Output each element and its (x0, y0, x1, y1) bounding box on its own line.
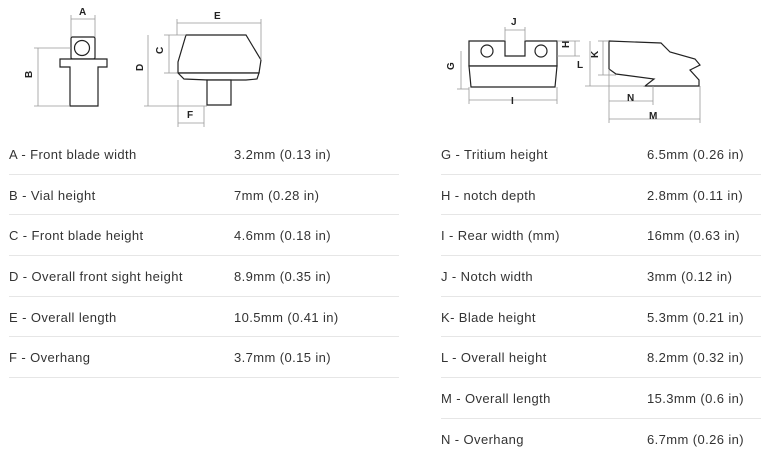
spec-value: 6.7mm (0.26 in) (647, 431, 745, 447)
spec-value: 8.2mm (0.32 in) (647, 350, 745, 366)
spec-label: C - Front blade height (9, 228, 144, 244)
spec-row (9, 215, 399, 256)
rear-sight-side-view (609, 41, 700, 86)
spec-row (9, 256, 399, 297)
spec-label: J - Notch width (441, 269, 533, 285)
spec-value: 10.5mm (0.41 in) (234, 309, 339, 325)
front-sight-side-view (178, 35, 261, 105)
spec-row (9, 175, 399, 216)
spec-row (441, 215, 761, 256)
spec-value: 8.9mm (0.35 in) (234, 269, 332, 285)
spec-row (441, 134, 761, 175)
spec-label: L - Overall height (441, 350, 547, 366)
dim-letter-j: J (511, 17, 517, 28)
dim-letter-h: H (561, 40, 572, 48)
spec-label: I - Rear width (mm) (441, 228, 560, 244)
spec-label: A - Front blade width (9, 147, 137, 162)
sight-dimension-diagrams (0, 0, 768, 130)
spec-label: G - Tritium height (441, 147, 548, 162)
spec-value: 3.2mm (0.13 in) (234, 147, 332, 162)
spec-label: K- Blade height (441, 309, 536, 325)
spec-row (441, 256, 761, 297)
spec-row (441, 337, 761, 378)
spec-value: 3.7mm (0.15 in) (234, 350, 332, 366)
spec-value: 6.5mm (0.26 in) (647, 147, 745, 162)
spec-label: F - Overhang (9, 350, 91, 366)
spec-value: 3mm (0.12 in) (647, 269, 733, 285)
dim-letter-l: L (577, 60, 584, 71)
spec-row (441, 419, 761, 459)
dim-letter-f: F (187, 110, 194, 121)
spec-label: B - Vial height (9, 187, 96, 203)
spec-label: E - Overall length (9, 309, 117, 325)
dim-letter-b: B (24, 70, 35, 78)
rear-sight-spec-table (441, 134, 761, 459)
dim-letter-c: C (155, 46, 166, 54)
spec-value: 7mm (0.28 in) (234, 187, 320, 203)
dim-letter-d: D (135, 63, 146, 71)
rear-sight-rear-view (469, 41, 557, 87)
spec-value: 5.3mm (0.21 in) (647, 309, 745, 325)
dim-letter-e: E (214, 11, 221, 22)
spec-value: 2.8mm (0.11 in) (647, 187, 744, 203)
spec-label: M - Overall length (441, 391, 551, 407)
spec-label: N - Overhang (441, 431, 524, 447)
spec-value: 16mm (0.63 in) (647, 228, 741, 244)
dim-letter-m: M (649, 111, 658, 122)
dim-letter-i: I (511, 96, 514, 107)
spec-label: D - Overall front sight height (9, 269, 183, 285)
spec-row (9, 134, 399, 175)
spec-value: 15.3mm (0.6 in) (647, 391, 745, 407)
spec-row (9, 297, 399, 338)
spec-label: H - notch depth (441, 187, 536, 203)
dim-letter-a: A (79, 7, 87, 18)
spec-value: 4.6mm (0.18 in) (234, 228, 332, 244)
spec-row (441, 378, 761, 419)
front-sight-front-view (60, 37, 107, 106)
spec-row (441, 297, 761, 338)
dim-letter-g: G (446, 62, 457, 70)
dim-letter-k: K (590, 50, 601, 58)
front-sight-spec-table (9, 134, 399, 378)
spec-row (9, 337, 399, 378)
spec-row (441, 175, 761, 216)
dim-letter-n: N (627, 93, 635, 104)
